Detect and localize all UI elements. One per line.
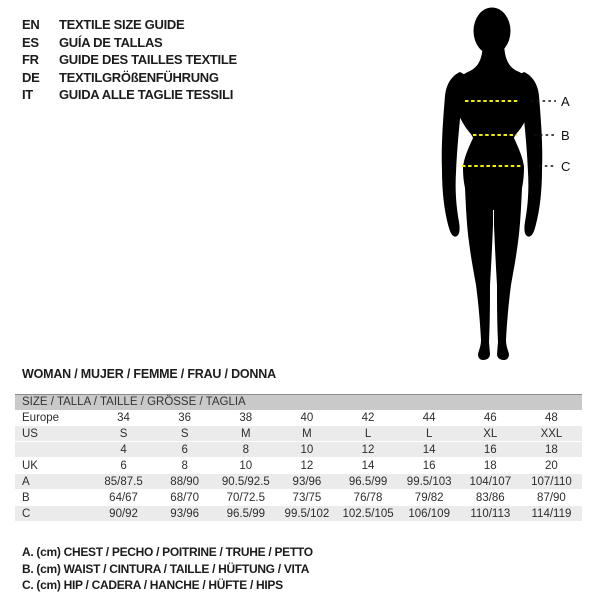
size-cell: S: [119, 428, 128, 440]
woman-silhouette-figure: [420, 0, 600, 375]
table-row: [15, 410, 582, 426]
size-cell: 70/72.5: [226, 492, 265, 504]
legend-line: C. (cm) HIP / CADERA / HANCHE / HÜFTE / HIPS: [22, 578, 283, 593]
language-code: DE: [22, 69, 40, 85]
size-cell: 10: [239, 460, 253, 472]
size-cell: 14: [361, 460, 375, 472]
size-cell: 85/87.5: [104, 476, 143, 488]
size-cell: 40: [300, 412, 314, 424]
language-guide-title: GUÍA DE TALLAS: [59, 34, 163, 50]
language-code: EN: [22, 17, 40, 32]
row-label: UK: [22, 460, 38, 472]
size-cell: 18: [545, 444, 558, 456]
size-cell: XXL: [540, 428, 563, 440]
size-cell: S: [180, 428, 189, 440]
row-label: Europe: [22, 412, 60, 424]
language-row: [22, 69, 237, 87]
size-cell: 36: [178, 412, 192, 424]
language-guide-title: TEXTILE SIZE GUIDE: [59, 17, 185, 32]
size-cell: 8: [242, 444, 250, 456]
table-row: [15, 474, 582, 490]
size-cell: 99.5/103: [406, 476, 452, 488]
size-cell: 76/78: [353, 492, 383, 504]
size-cell: 110/113: [470, 508, 511, 520]
size-cell: 14: [422, 444, 436, 456]
size-cell: 42: [361, 412, 375, 424]
size-cell: 106/109: [408, 508, 450, 520]
hip-marker-label: C: [561, 159, 571, 174]
size-cell: 12: [300, 460, 314, 472]
size-cell: 114/119: [531, 508, 572, 520]
size-cell: L: [425, 428, 433, 440]
table-row: [15, 506, 582, 522]
size-cell: 96.5/99: [348, 476, 388, 488]
language-row: [22, 16, 237, 34]
language-guide-title: GUIDA ALLE TAGLIE TESSILI: [59, 87, 234, 103]
size-cell: 90.5/92.5: [221, 476, 270, 488]
language-row: [22, 34, 237, 52]
language-title-list: [22, 16, 237, 104]
size-cell: 90/92: [109, 508, 138, 520]
language-row: [22, 86, 237, 104]
legend-line: A. (cm) CHEST / PECHO / POITRINE / TRUHE / PETTO: [22, 545, 313, 559]
size-cell: 104/107: [469, 476, 512, 488]
size-cell: 10: [300, 444, 314, 456]
size-cell: 87/90: [537, 492, 566, 504]
language-code: ES: [22, 34, 39, 50]
size-cell: 16: [483, 444, 497, 456]
size-cell: 34: [117, 412, 130, 424]
table-row: [15, 426, 582, 442]
measurement-legend: [22, 544, 313, 594]
size-cell: 73/75: [292, 492, 322, 504]
size-cell: 38: [239, 412, 253, 424]
size-cell: 20: [545, 460, 558, 472]
size-cell: 64/67: [109, 492, 138, 504]
table-row: [15, 490, 582, 506]
size-cell: 107/110: [531, 476, 572, 488]
size-cell: 8: [181, 460, 188, 472]
size-cell: 79/82: [414, 492, 444, 504]
size-cell: L: [364, 428, 372, 440]
size-cell: 93/96: [170, 508, 200, 520]
size-cell: 16: [422, 460, 436, 472]
legend-line: B. (cm) WAIST / CINTURA / TAILLE / HÜFTUNG / VITA: [22, 561, 310, 576]
language-code: IT: [22, 87, 33, 103]
section-title: WOMAN / MUJER / FEMME / FRAU / DONNA: [22, 367, 276, 381]
size-cell: 96.5/99: [226, 508, 265, 520]
row-label: B: [22, 492, 30, 504]
size-table-body: [15, 410, 582, 522]
language-guide-title: TEXTILGRÖßENFÜHRUNG: [59, 69, 219, 85]
size-cell: 44: [422, 412, 436, 424]
chest-marker-label: A: [561, 94, 570, 109]
size-cell: 12: [361, 444, 375, 456]
size-cell: 83/86: [475, 492, 505, 504]
size-cell: 68/70: [170, 492, 200, 504]
language-row: [22, 51, 237, 69]
waist-marker-label: B: [561, 128, 570, 143]
table-row: [15, 442, 582, 458]
table-row: [15, 458, 582, 474]
size-cell: 93/96: [292, 476, 322, 488]
size-cell: 6: [181, 444, 188, 456]
row-label: [15, 442, 93, 458]
row-label: A: [22, 476, 30, 488]
size-table-header: SIZE / TALLA / TAILLE / GRÖSSE / TAGLIA: [15, 394, 582, 410]
size-cell: 88/90: [170, 476, 200, 488]
size-cell: 18: [483, 460, 497, 472]
size-cell: M: [302, 428, 312, 440]
size-cell: 4: [120, 444, 127, 456]
language-guide-title: GUIDE DES TAILLES TEXTILE: [59, 52, 237, 68]
size-cell: 99.5/102: [284, 508, 330, 520]
size-cell: M: [241, 428, 251, 440]
language-code: FR: [22, 52, 39, 68]
size-cell: 48: [545, 412, 558, 424]
row-label: C: [22, 508, 31, 520]
row-label: US: [22, 428, 38, 440]
size-cell: XL: [483, 428, 498, 440]
size-cell: 102.5/105: [342, 508, 394, 520]
size-cell: 6: [120, 460, 127, 472]
size-cell: 46: [483, 412, 497, 424]
size-table: [15, 394, 582, 522]
